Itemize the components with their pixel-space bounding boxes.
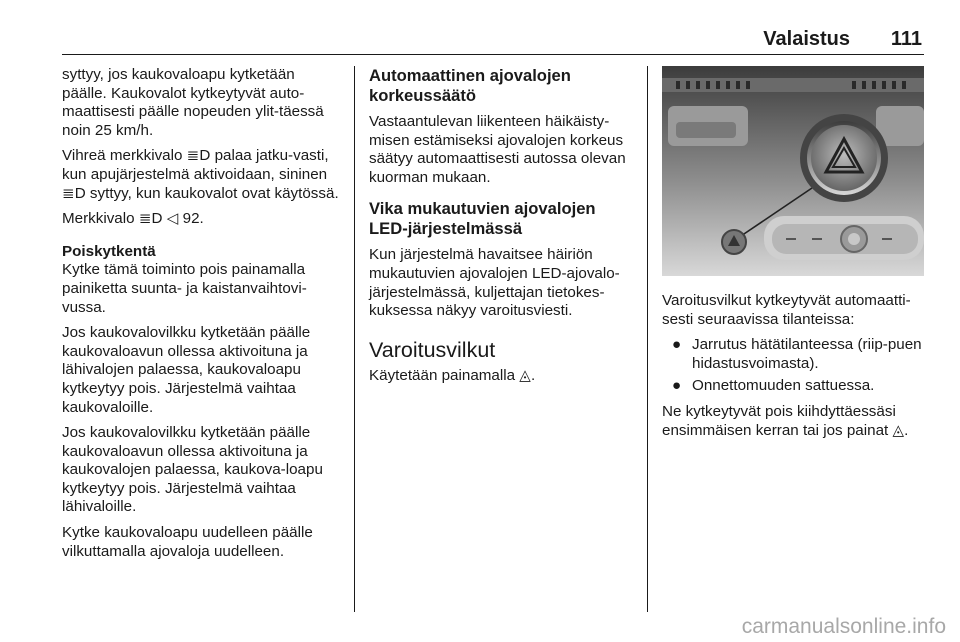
column-right [662,66,926,447]
hazard-icon: ◬ [892,421,905,439]
hazard-icon: ◬ [519,366,531,384]
high-beam-assist-icon: ≣D [186,147,211,165]
paragraph: Kytke tämä toiminto pois painamalla painiketta suunta- ja kaistanvaihtovi-vussa. [62,261,307,316]
paragraph: Vastaantulevan liikenteen häikäisty-misen estämiseksi ajovalojen korkeus säätyy automaattisesti autossa olevan kuorman mukaan. [369,113,626,186]
section-heading: Automaattinen ajovalojen korkeussäätö [369,66,571,105]
high-beam-icon: ≣D [62,184,86,202]
page-number: 111 [890,28,922,50]
paragraph: Käytetään painamalla ◬. [369,366,536,384]
paragraph: Varoitusvilkut kytkeytyvät automaatti-sesti seuraavissa tilanteissa: [662,292,911,328]
paragraph: Kytke kaukovaloapu uudelleen päälle vilkuttamalla ajovaloja uudelleen. [62,524,313,560]
column-middle [369,66,637,392]
column-left [62,66,342,568]
page-header [62,28,924,55]
paragraph: Jos kaukovalovilkku kytketään päälle kaukovaloavun ollessa aktivoituna ja kaukovalojen palaessa, kaukova-loapu kytkeytyy pois. Järjestelmä vaihtaa lähivaloille. [62,424,323,516]
list-item: ● Onnettomuuden sattuessa. [672,377,875,395]
bullet-icon: ● [672,377,682,395]
paragraph: Vihreä merkkivalo ≣D palaa jatku-vasti, kun apujärjestelmä aktivoidaan, sininen ≣D syttyy, kun kaukovalot ovat käytössä. [62,147,339,202]
section-heading: Vika mukautuvien ajovalojen LED-järjestelmässä [369,199,596,239]
paragraph: Kun järjestelmä havaitsee häiriön mukautuvien ajovalojen LED-ajovalo-järjestelmässä, kuljettajan tietokes-kuksessa näkyy varoitusviesti. [369,246,620,320]
chapter-section-title: Varoitusvilkut [369,337,496,362]
bullet-icon: ● [672,336,682,354]
chapter-title: Valaistus [763,28,850,50]
column-divider-left [354,66,355,612]
paragraph: Merkkivalo ≣D ◁ 92. [62,210,204,228]
hazard-button-photo [662,66,924,276]
paragraph: Jos kaukovalovilkku kytketään päälle kaukovaloavun ollessa aktivoituna ja lähivalojen palaessa, kaukovaloapu kytkeytyy pois. Järjestelmä vaihtaa kaukovaloille. [62,324,311,416]
page-reference-icon: ◁ [166,210,179,228]
column-divider-right [647,66,648,612]
paragraph: Ne kytkeytyvät pois kiihdyttäessäsi ensimmäisen kerran tai jos painat ◬. [662,402,909,439]
subheading: Poiskytkentä [62,242,156,260]
watermark: carmanualsonline.info [741,615,946,638]
paragraph: syttyy, jos kaukovaloapu kytketään päälle. Kaukovalot kytkeytyvät auto-maattisesti päälle nopeuden ylit-täessä noin 25 km/h. [62,66,324,139]
list-item: ● Jarrutus hätätilanteessa (riip-puen hidastusvoimasta). [672,336,922,372]
high-beam-assist-icon: ≣D [138,210,163,228]
